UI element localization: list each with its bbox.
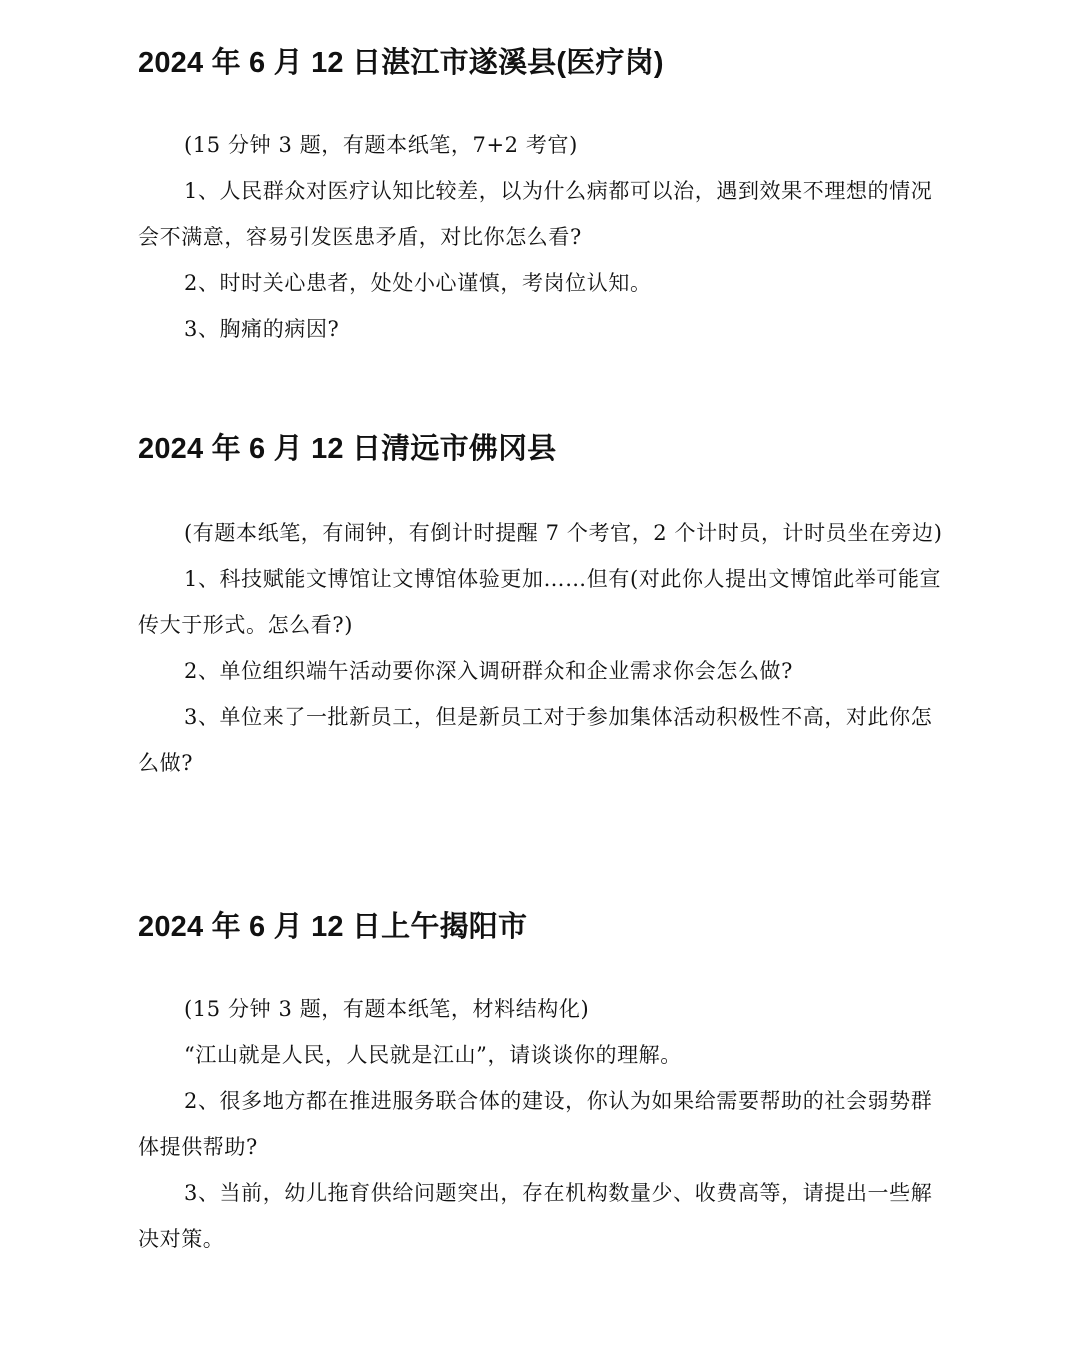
question-item: 2、时时关心患者，处处小心谨慎，考岗位认知。: [184, 271, 652, 295]
section-heading: 2024 年 6 月 12 日上午揭阳市: [138, 911, 528, 943]
question-item: 3、单位来了一批新员工，但是新员工对于参加集体活动积极性不高，对此你怎么做?: [138, 705, 933, 775]
section-body: [138, 510, 950, 786]
question-item: 1、人民群众对医疗认知比较差，以为什么病都可以治，遇到效果不理想的情况会不满意，容易引发医患矛盾，对比你怎么看?: [138, 179, 933, 249]
question-item: 2、很多地方都在推进服务联合体的建设，你认为如果给需要帮助的社会弱势群体提供帮助?: [138, 1089, 933, 1159]
section-jieyang: [138, 908, 950, 1262]
section-heading: 2024 年 6 月 12 日湛江市遂溪县(医疗岗): [138, 47, 664, 79]
exam-note: (15 分钟 3 题，有题本纸笔，7+2 考官): [184, 133, 578, 157]
question-item: “江山就是人民，人民就是江山”，请谈谈你的理解。: [184, 1043, 682, 1067]
exam-note: (15 分钟 3 题，有题本纸笔，材料结构化): [184, 997, 590, 1021]
section-qingyuan-fogang: [138, 430, 950, 786]
question-item: 3、当前，幼儿拖育供给问题突出，存在机构数量少、收费高等，请提出一些解决对策。: [138, 1181, 933, 1251]
question-item: 2、单位组织端午活动要你深入调研群众和企业需求你会怎么做?: [184, 659, 794, 683]
section-body: [138, 986, 950, 1262]
section-body: [138, 122, 950, 352]
exam-note: (有题本纸笔，有闹钟，有倒计时提醒 7 个考官，2 个计时员，计时员坐在旁边): [184, 521, 943, 545]
question-item: 3、胸痛的病因?: [184, 317, 340, 341]
question-item: 1、科技赋能文博馆让文博馆体验更加……但有(对此你人提出文博馆此举可能宣传大于形式。怎么看?): [138, 567, 942, 637]
section-heading: 2024 年 6 月 12 日清远市佛冈县: [138, 433, 557, 465]
section-zhanjiang-suixi: [138, 44, 950, 352]
